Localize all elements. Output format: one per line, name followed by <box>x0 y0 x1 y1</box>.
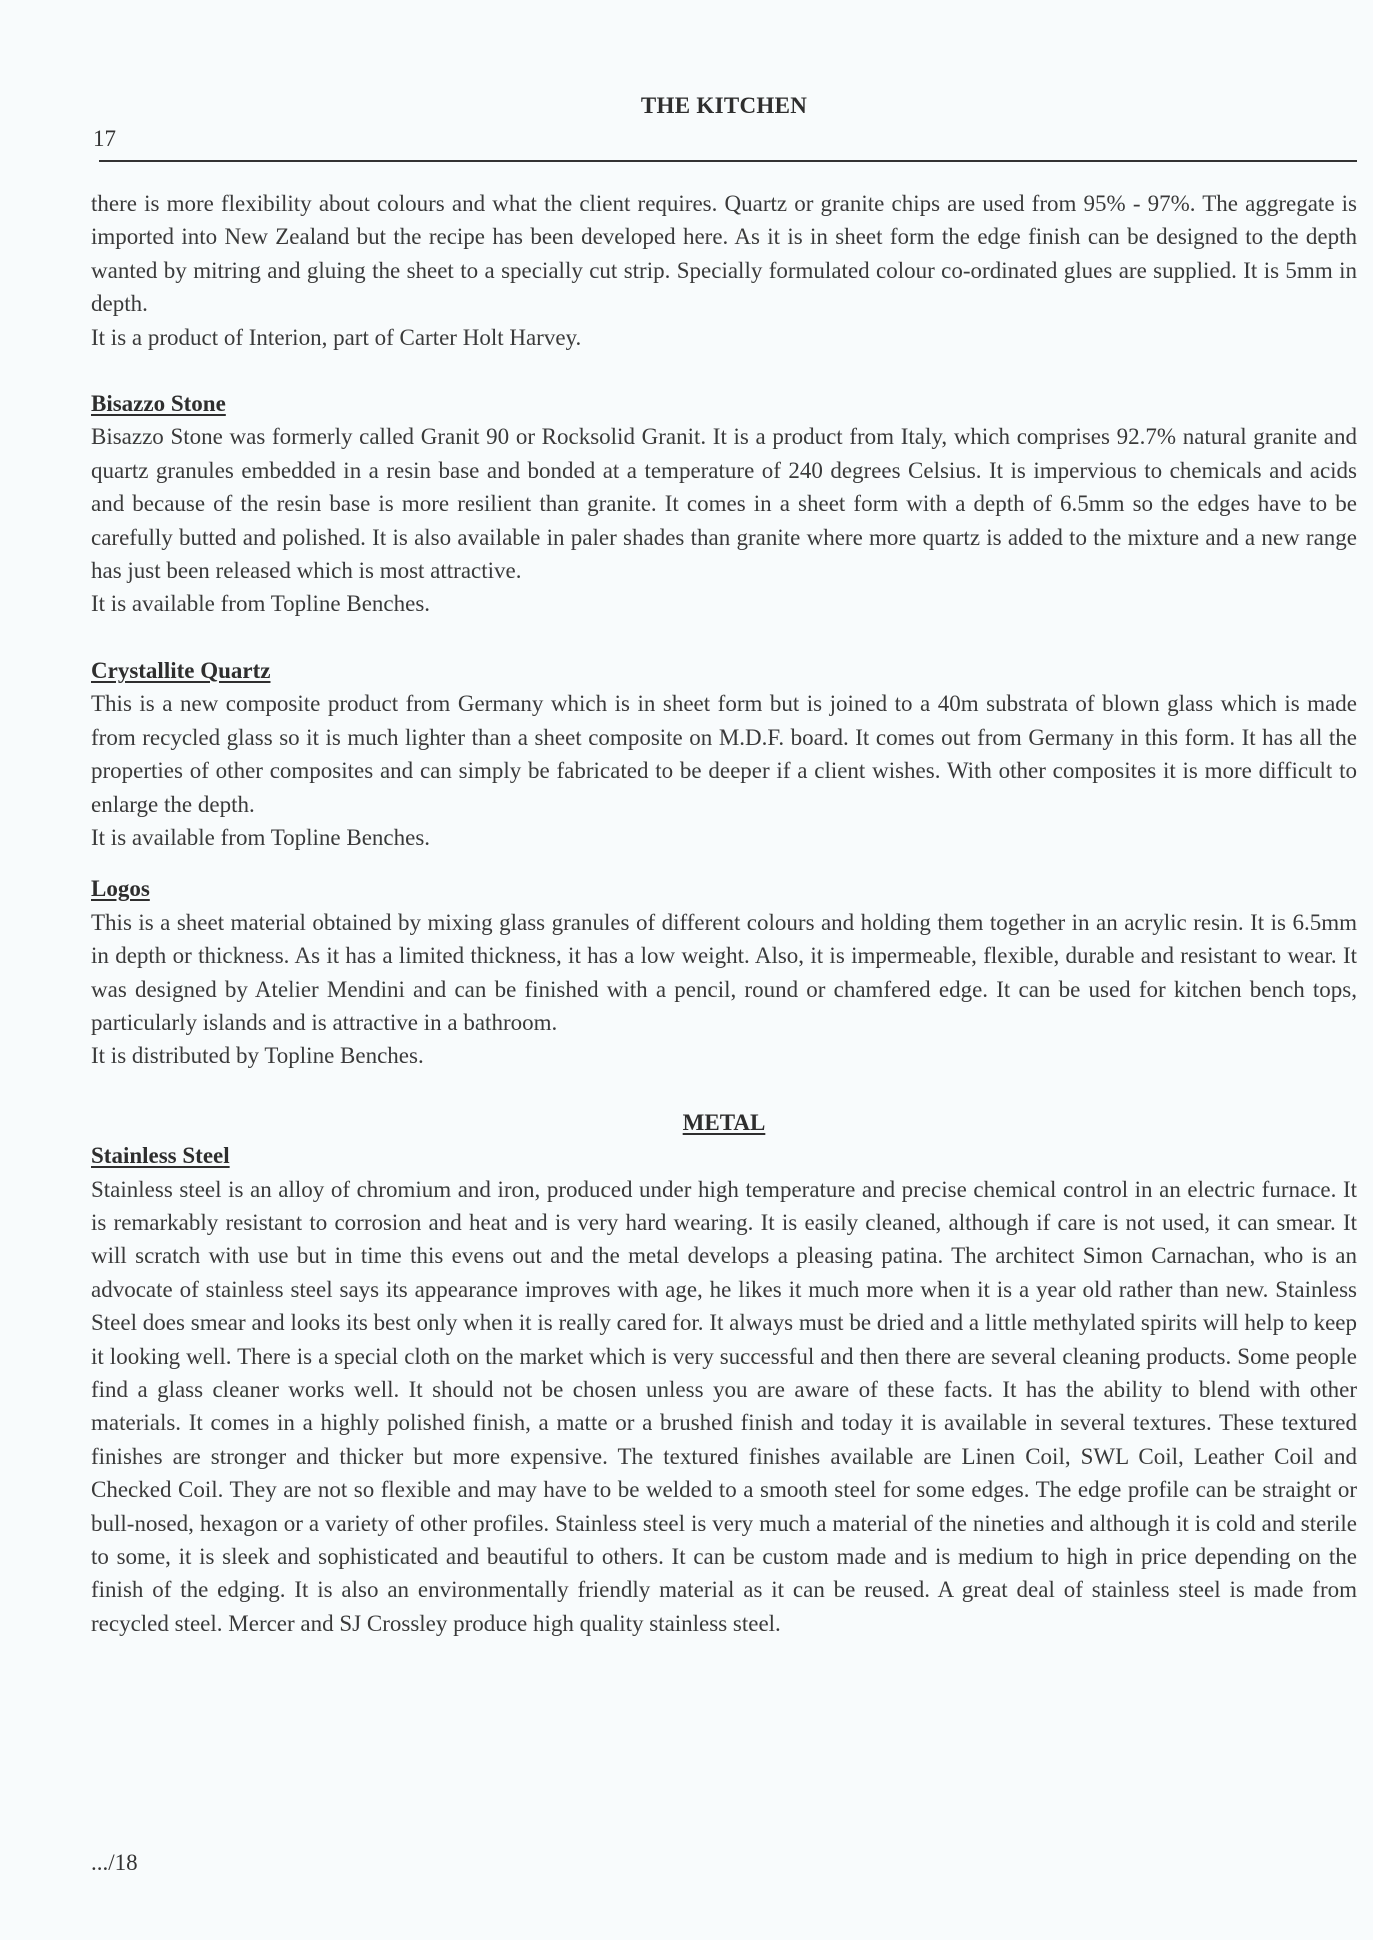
logos-paragraph: This is a sheet material obtained by mixing glass granules of different colours and holding them together in an acrylic resin. It is 6.5mm in depth or thickness. As it has a limited thickness, it has a low weight. Also, it is impermeable, flexible, durable and resistant to wear. It was designed by Atelier Mendini and can be finished with a pencil, round or chamfered edge. It can be used for kitchen bench tops, particularly islands and is attractive in a bathroom. <box>91 909 1357 1035</box>
running-title: THE KITCHEN <box>640 93 808 118</box>
crystallite-quartz-paragraph: This is a new composite product from Germany which is in sheet form but is joined to a 40m substrata of blown glass which is made from recycled glass so it is much lighter than a sheet composite on M.D.F. board. It comes out from Germany in this form. It has all the properties of other composites and can simply be fabricated to be deeper if a client wishes. With other composites it is more difficult to enlarge the depth. <box>91 691 1357 817</box>
logos-distributor-note: It is distributed by Topline Benches. <box>91 1043 424 1069</box>
intro-supplier-note: It is a product of Interion, part of Carter Holt Harvey. <box>91 324 582 350</box>
header-rule <box>99 160 1357 162</box>
section-gap <box>91 1073 1357 1106</box>
bisazzo-stone-supplier-note: It is available from Topline Benches. <box>91 591 431 617</box>
stainless-steel-heading: Stainless Steel <box>91 1143 230 1169</box>
metal-section-title: METAL <box>682 1109 766 1135</box>
intro-section <box>91 187 1357 354</box>
bisazzo-stone-heading: Bisazzo Stone <box>91 391 226 417</box>
logos-section <box>91 872 1357 1072</box>
stainless-steel-paragraph: Stainless steel is an alloy of chromium and iron, produced under high temperature and precise chemical control in an electric furnace. It is remarkably resistant to corrosion and heat and is very hard wearing. It is easily cleaned, although if care is not used, it can smear. It will scratch with use but in time this evens out and the metal develops a pleasing patina. The architect Simon Carnachan, who is an advocate of stainless steel says its appearance improves with age, he likes it much more when it is a year old rather than new. Stainless Steel does smear and looks its best only when it is really cared for. It always must be dried and a little methylated spirits will help to keep it looking well. There is a special cloth on the market which is very successful and then there are several cleaning products. Some people find a glass cleaner works well. It should not be chosen unless you are aware of these facts. It has the ability to blend with other materials. It comes in a highly polished finish, a matte or a brushed finish and today it is available in several textures. These textured finishes are stronger and thicker but more expensive. The textured finishes available are Linen Coil, SWL Coil, Leather Coil and Checked Coil. They are not so flexible and may have to be welded to a smooth steel for some edges. The edge profile can be straight or bull-nosed, hexagon or a variety of other profiles. Stainless steel is very much a material of the nineties and although it is cold and sterile to some, it is sleek and sophisticated and beautiful to others. It can be custom made and is medium to high in price depending on the finish of the edging. It is also an environmentally friendly material as it can be reused. A great deal of stainless steel is made from recycled steel. Mercer and SJ Crossley produce high quality stainless steel. <box>91 1176 1357 1636</box>
intro-paragraph: there is more flexibility about colours and what the client requires. Quartz or granite chips are used from 95% - 97%. The aggregate is imported into New Zealand but the recipe has been developed here. As it is in sheet form the edge finish can be designed to the depth wanted by mitring and gluing the sheet to a specially cut strip. Specially formulated colour co-ordinated glues are supplied. It is 5mm in depth. <box>91 191 1357 317</box>
logos-heading: Logos <box>91 876 150 902</box>
crystallite-quartz-supplier-note: It is available from Topline Benches. <box>91 824 431 850</box>
stainless-steel-section <box>91 1139 1357 1640</box>
section-gap <box>91 854 1357 872</box>
crystallite-quartz-section <box>91 654 1357 854</box>
bisazzo-stone-section <box>91 387 1357 621</box>
page-number: 17 <box>93 126 116 151</box>
section-gap <box>91 621 1357 654</box>
crystallite-quartz-heading: Crystallite Quartz <box>91 657 271 683</box>
bisazzo-stone-paragraph: Bisazzo Stone was formerly called Granit 90 or Rocksolid Granit. It is a product from Italy, which comprises 92.7% natural granite and quartz granules embedded in a resin base and bonded at a temperature of 240 degrees Celsius. It is impervious to chemicals and acids and because of the resin base is more resilient than granite. It comes in a sheet form with a depth of 6.5mm so the edges have to be carefully butted and polished. It is also available in paler shades than granite where more quartz is added to the mixture and a new range has just been released which is most attractive. <box>91 424 1357 584</box>
section-gap <box>91 354 1357 387</box>
continuation-marker: .../18 <box>91 1850 138 1875</box>
page-content <box>91 187 1357 1640</box>
